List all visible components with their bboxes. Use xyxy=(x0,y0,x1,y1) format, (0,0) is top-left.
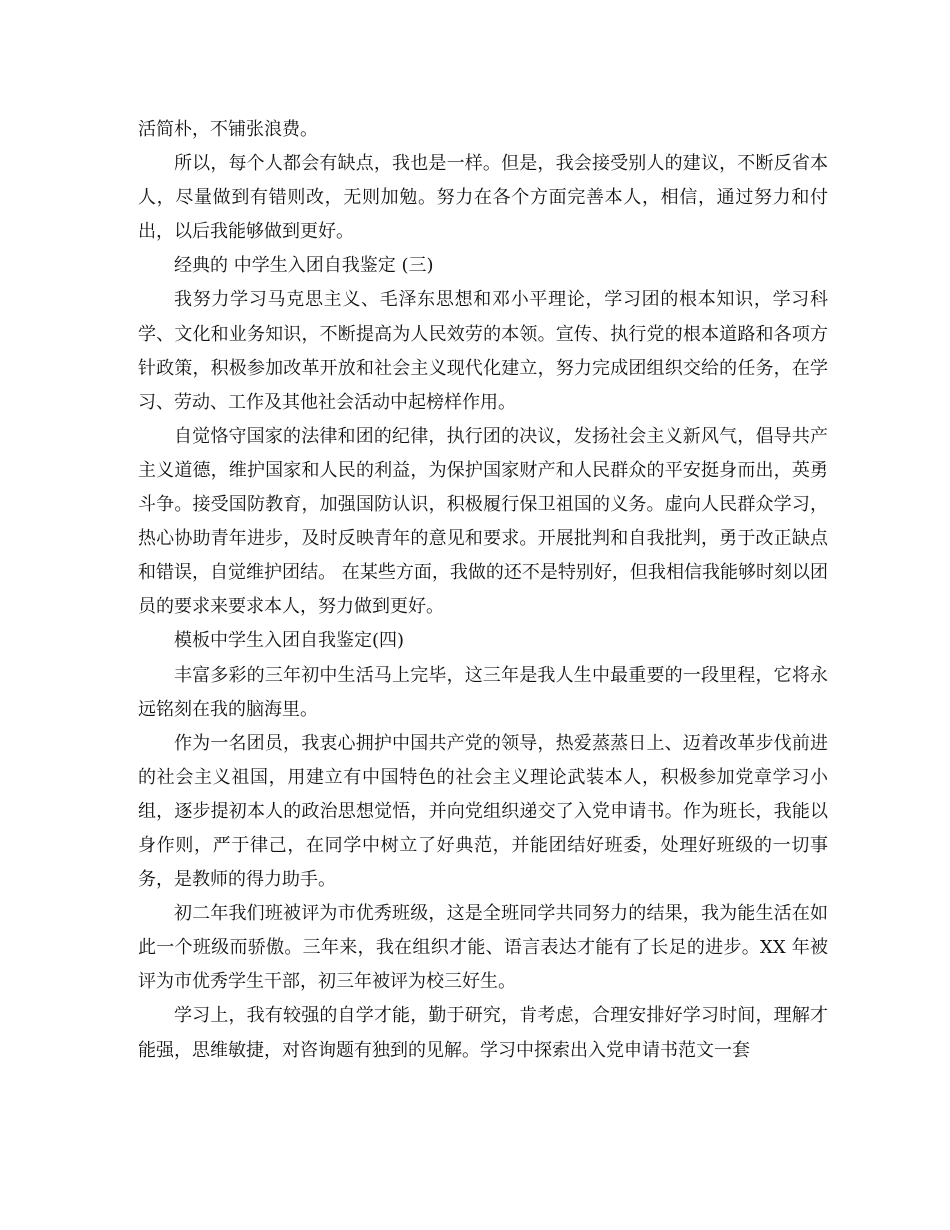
section-heading: 模板中学生入团自我鉴定(四) xyxy=(174,630,405,652)
section-heading: 经典的 中学生入团自我鉴定 (三) xyxy=(174,255,434,277)
paragraph: 所以，每个人都会有缺点，我也是一样。但是，我会接受别人的建议，不断反省本人，尽量做到有错则改，无则加勉。努力在各个方面完善本人，相信，通过努力和付出，以后我能够做到更好。 xyxy=(138,153,828,243)
paragraph: 初二年我们班被评为市优秀班级，这是全班同学共同努力的结果，我为能生活在如此一个班级而骄傲。三年来，我在组织才能、语言表达才能有了长足的进步。XX 年被评为市优秀学生干部，初三年被评为校三好生。 xyxy=(138,903,828,993)
paragraph: 作为一名团员，我衷心拥护中国共产党的领导，热爱蒸蒸日上、迈着改革步伐前进的社会主义祖国，用建立有中国特色的社会主义理论武装本人，积极参加党章学习小组，逐步提初本人的政治思想觉悟，并向党组织递交了入党申请书。作为班长，我能以身作则，严于律己，在同学中树立了好典范，并能团结好班委，处理好班级的一切事务，是教师的得力助手。 xyxy=(138,732,828,891)
paragraph: 我努力学习马克思主义、毛泽东思想和邓小平理论，学习团的根本知识，学习科学、文化和业务知识，不断提高为人民效劳的本领。宣传、执行党的根本道路和各项方针政策，积极参加改革开放和社会主义现代化建立，努力完成团组织交给的任务，在学习、劳动、工作及其他社会活动中起榜样作用。 xyxy=(138,289,828,413)
paragraph: 丰富多彩的三年初中生活马上完毕，这三年是我人生中最重要的一段里程，它将永远铭刻在我的脑海里。 xyxy=(138,664,828,720)
paragraph-continuation: 活简朴，不铺张浪费。 xyxy=(138,119,318,140)
document-body xyxy=(138,113,828,1068)
paragraph: 自觉恪守国家的法律和团的纪律，执行团的决议，发扬社会主义新风气，倡导共产主义道德，维护国家和人民的利益，为保护国家财产和人民群众的平安挺身而出，英勇斗争。接受国防教育，加强国防认识，积极履行保卫祖国的义务。虚向人民群众学习，热心协助青年进步，及时反映青年的意见和要求。开展批判和自我批判，勇于改正缺点和错误，自觉维护团结。 在某些方面，我做的还不是特别好，但我相信我能够时刻以团员的要求来要求本人，努力做到更好。 xyxy=(138,425,828,618)
paragraph: 学习上，我有较强的自学才能，勤于研究，肯考虑，合理安排好学习时间，理解才能强，思维敏捷，对咨询题有独到的见解。学习中探索出入党申请书范文一套 xyxy=(138,1005,828,1061)
